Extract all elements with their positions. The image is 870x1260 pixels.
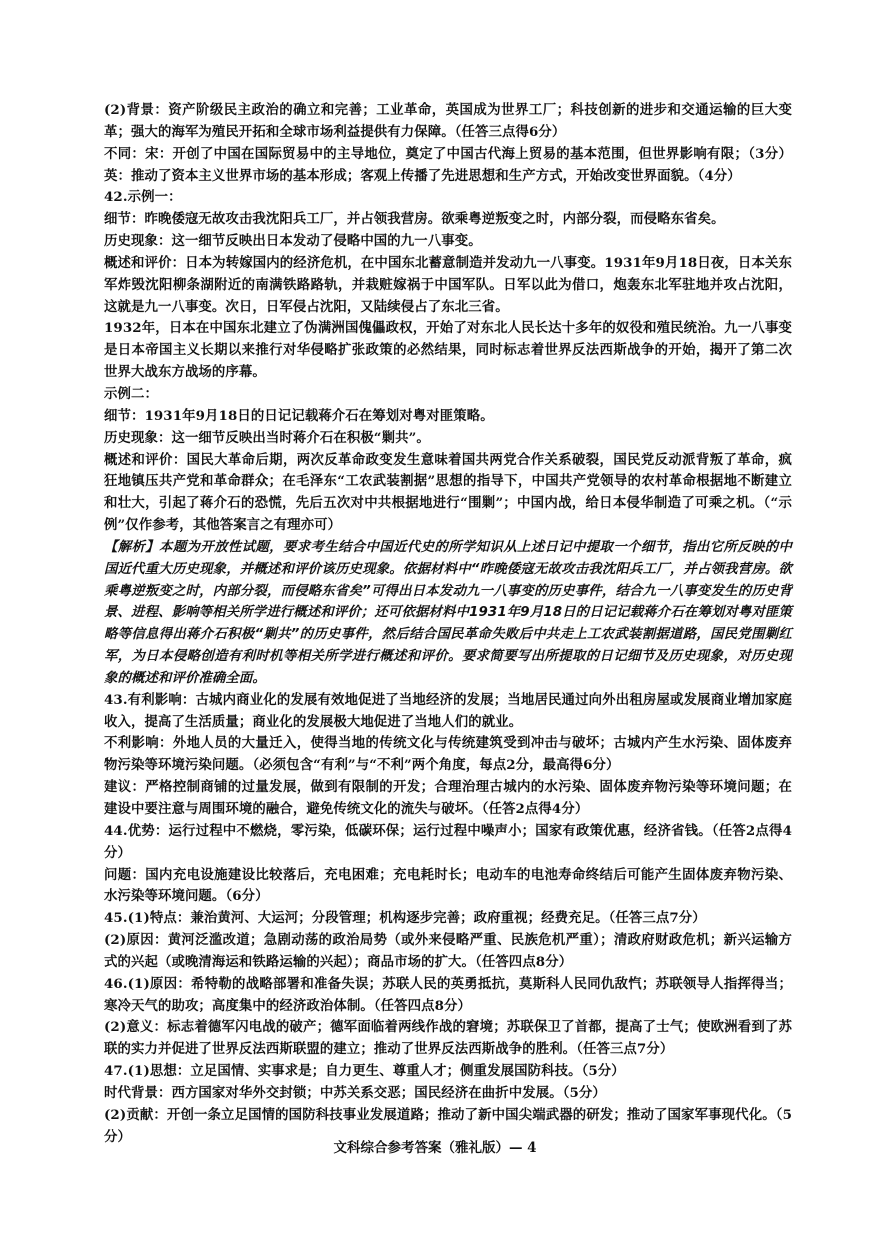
answer-43-suggestions: 建议：严格控制商铺的过量发展，做到有限制的开发；合理治理古城内的水污染、固体废弃物污染等环境问题；在建设中要注意与周围环境的融合，避免传统文化的流失与破坏。（任答2点得4分） (104, 779, 792, 817)
answer-42-example-2-evaluation: 概述和评价：国民大革命后期，两次反革命政变发生意味着国共两党合作关系破裂，国民党反动派背叛了革命，疯狂地镇压共产党和革命群众；在毛泽东“工农武装割据”思想的指导下，中国共产党领导的农村革命根据地不断建立和壮大，引起了蒋介石的恐慌，先后五次对中共根据地进行“围剿”；中国内战，给日本侵华制造了可乘之机。（“示例”仅作参考，其他答案言之有理亦可） (104, 451, 792, 534)
answer-46-2-significance: (2)意义：标志着德军闪电战的破产；德军面临着两线作战的窘境；苏联保卫了首都，提高了士气；使欧洲看到了苏联的实力并促进了世界反法西斯联盟的建立；推动了世界反法西斯战争的胜利。（任答三点7分） (104, 1019, 792, 1058)
answer-42-example-2-detail: 细节：1931年9月18日的日记记载蒋介石在筹划对粤对匪策略。 (104, 407, 494, 424)
answer-45-1-features: 45.(1)特点：兼治黄河、大运河；分段管理；机构逐步完善；政府重视；经费充足。（任答三点7分） (104, 910, 706, 927)
answer-44-problems: 问题：国内充电设施建设比较落后，充电困难；充电耗时长；电动车的电池寿命终结后可能产生固体废弃物污染、水污染等环境问题。（6分） (104, 866, 792, 905)
answer-47-1-thought: 47.(1)思想：立足国情、实事求是；自力更生、尊重人才；侧重发展国防科技。（5分） (104, 1063, 625, 1080)
answer-47-2-contribution: (2)贡献：开创一条立足国情的国防科技事业发展道路；推动了新中国尖端武器的研发；推动了国家军事现代化。（5分） (104, 1106, 792, 1145)
answer-42-example-2-heading: 示例二： (104, 385, 158, 402)
answer-45-2-reasons: (2)原因：黄河泛滥改道；急剧动荡的政治局势（或外来侵略严重、民族危机严重）；清政府财政危机；新兴运输方式的兴起（或晚清海运和铁路运输的兴起）；商品市场的扩大。（任答四点8分） (104, 932, 792, 970)
answer-47-1-background: 时代背景：西方国家对华外交封锁；中苏关系交恶；国民经济在曲折中发展。（5分） (104, 1084, 606, 1101)
answer-43-favorable: 43.有利影响：古城内商业化的发展有效地促进了当地经济的发展；当地居民通过向外出租房屋或发展商业增加家庭收入，提高了生活质量；商业化的发展极大地促进了当地人们的就业。 (104, 691, 792, 730)
answer-42-example-1-heading: 42.示例一： (104, 189, 182, 206)
answer-42-example-1-evaluation-cont: 1932年，日本在中国东北建立了伪满洲国傀儡政权，开始了对东北人民长达十多年的奴役和殖民统治。九一八事变是日本帝国主义长期以来推行对华侵略扩张政策的必然结果，同时标志着世界反法西斯战争的开始，揭开了第二次世界大战东方战场的序幕。 (104, 320, 792, 381)
answer-42-example-1-detail: 细节：昨晚倭寇无故攻击我沈阳兵工厂，并占领我营房。欲乘粤逆叛变之时，内部分裂，而侵略东省矣。 (104, 211, 725, 228)
answer-42-example-2-phenomenon: 历史现象：这一细节反映出当时蒋介石在积极“剿共”。 (104, 429, 430, 446)
answer-46-1-reasons: 46.(1)原因：希特勒的战略部署和准备失误；苏联人民的英勇抵抗，莫斯科人民同仇敌忾；苏联领导人指挥得当；寒冷天气的助攻；高度集中的经济政治体制。（任答四点8分） (104, 975, 792, 1014)
answer-41-2-difference: 不同：宋：开创了中国在国际贸易中的主导地位，奠定了中国古代海上贸易的基本范围，但世界影响有限；（3分）英：推动了资本主义世界市场的基本形成；客观上传播了先进思想和生产方式，开始改变世界面貌。（4分） (104, 145, 792, 184)
answer-43-unfavorable: 不利影响：外地人员的大量迁入，使得当地的传统文化与传统建筑受到冲击与破坏；古城内产生水污染、固体废弃物污染等环境污染问题。（必须包含“有利”与“不利”两个角度，每点2分，最高得6分） (104, 735, 792, 774)
answer-42-example-1-evaluation: 概述和评价：日本为转嫁国内的经济危机，在中国东北蓄意制造并发动九一八事变。1931年9月18日夜，日本关东军炸毁沈阳柳条湖附近的南满铁路路轨，并栽赃嫁祸于中国军队。日军以此为借口，炮轰东北军驻地并攻占沈阳，这就是九一八事变。次日，日军侵占沈阳，又陆续侵占了东北三省。 (104, 254, 792, 315)
answer-42-example-1-phenomenon: 历史现象：这一细节反映出日本发动了侵略中国的九一八事变。 (104, 233, 482, 250)
answer-41-2-background: (2)背景：资产阶级民主政治的确立和完善；工业革命，英国成为世界工厂；科技创新的进步和交通运输的巨大变革；强大的海军为殖民开拓和全球市场利益提供有力保障。（任答三点得6分） (104, 102, 792, 140)
page-footer: 文科综合参考答案（雅礼版）— 4 (333, 1140, 537, 1156)
answer-42-analysis: 【解析】本题为开放性试题，要求考生结合中国近代史的所学知识从上述日记中提取一个细节，指出它所反映的中国近代重大历史现象，并概述和评价该历史现象。依据材料中“昨晚倭寇无故攻击我沈阳兵工厂，并占领我营房。欲乘粤逆叛变之时，内部分裂，而侵略东省矣”可得出日本发动九一八事变的历史事件，结合九一八事变发生的历史背景、进程、影响等相关所学进行概述和评价；还可依据材料中1931年9月18日的日记记载蒋介石在筹划对粤对匪策略等信息得出蒋介石积极“剿共”的历史事件，然后结合国民革命失败后中共走上工农武装割据道路，国民党围剿红军，为日本侵略创造有利时机等相关所学进行概述和评价。要求简要写出所提取的日记细节及历史现象，对历史现象的概述和评价准确全面。 (104, 539, 792, 686)
answer-44-advantages: 44.优势：运行过程中不燃烧，零污染，低碳环保；运行过程中噪声小；国家有政策优惠，经济省钱。（任答2点得4分） (104, 822, 792, 861)
